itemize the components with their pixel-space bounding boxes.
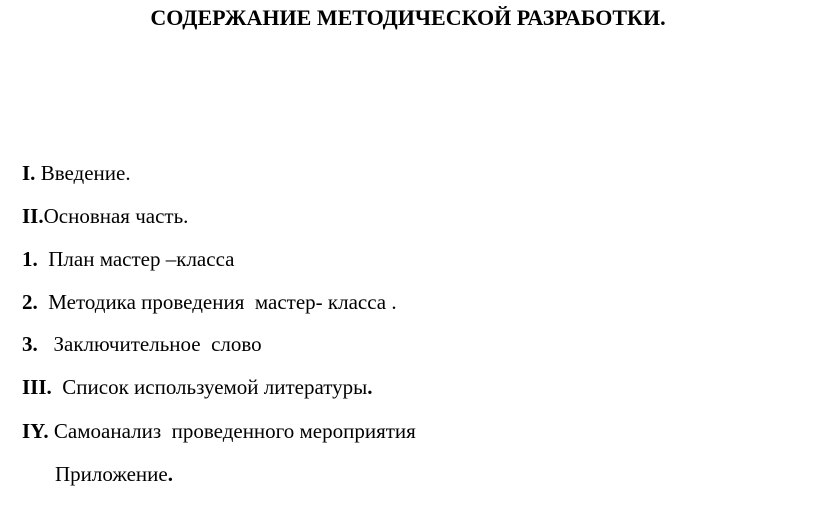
toc-item-number: IY. bbox=[22, 419, 49, 443]
toc-item-appendix bbox=[34, 435, 173, 513]
page-title: СОДЕРЖАНИЕ МЕТОДИЧЕСКОЙ РАЗРАБОТКИ. bbox=[150, 5, 666, 30]
toc-item-label: Заключительное слово bbox=[53, 332, 262, 356]
toc-item-label: Список используемой литературы bbox=[62, 375, 368, 399]
toc-item-tail: . bbox=[367, 375, 373, 399]
toc-item-label: Самоанализ проведенного мероприятия bbox=[53, 419, 416, 443]
toc-item-number: 2. bbox=[22, 290, 38, 314]
toc-item-label: Приложение bbox=[55, 462, 168, 486]
toc-item-tail: . bbox=[167, 462, 173, 486]
toc-item-number: I. bbox=[22, 161, 36, 185]
toc-item-label: Методика проведения мастер- класса . bbox=[48, 290, 397, 314]
toc-item-label: Основная часть. bbox=[43, 204, 189, 228]
toc-item-number: 3. bbox=[22, 332, 38, 356]
toc-item-number: II. bbox=[22, 204, 44, 228]
toc-item-number: 1. bbox=[22, 247, 38, 271]
toc-item-label: Введение. bbox=[40, 161, 131, 185]
toc-item-number: III. bbox=[22, 375, 52, 399]
toc-item-label: План мастер –класса bbox=[48, 247, 235, 271]
